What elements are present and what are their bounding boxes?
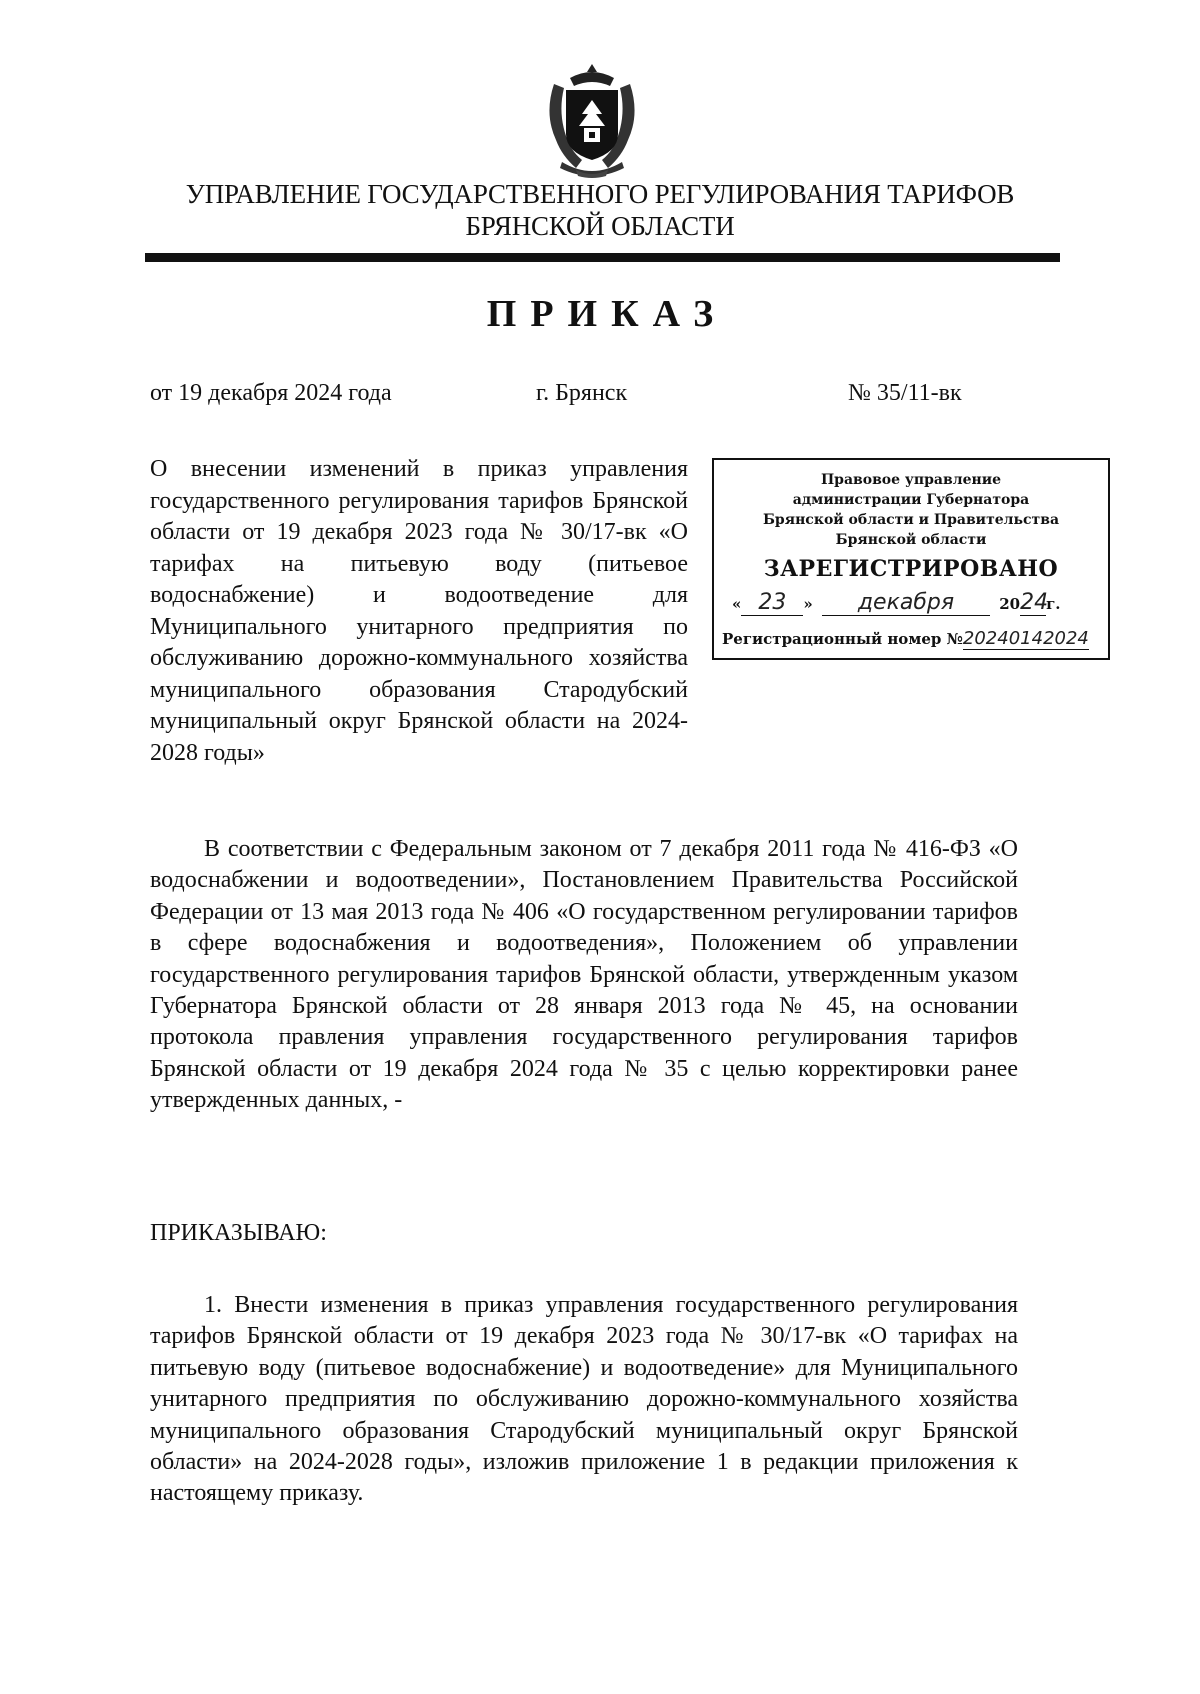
stamp-month: декабря (822, 590, 990, 616)
stamp-line2: администрации Губернатора (792, 492, 1030, 508)
organization-name-line1: УПРАВЛЕНИЕ ГОСУДАРСТВЕННОГО РЕГУЛИРОВАНИЯ ТАРИФОВ (185, 179, 1015, 209)
order-keyword: ПРИКАЗЫВАЮ: (150, 1220, 327, 1246)
order-city: г. Брянск (536, 380, 628, 406)
order-date: от 19 декабря 2024 года (150, 380, 392, 406)
order-item-1: 1. Внести изменения в приказ управления государственного регулирования тарифов Брянской области от 19 декабря 2023 года № 30/17-вк «О тарифах на питьевую воду (питьевое водоснабжение) и водоотведение» для Муниципального унитарного предприятия по обслуживанию дорожно-коммунального хозяйства муниципального образования Стародубский муниципальный округ Брянской области» на 2024-2028 годы», изложив приложение 1 в редакции приложения к настоящему приказу. (150, 1292, 1018, 1507)
stamp-reg-number: 20240142024 (962, 628, 1089, 649)
coat-of-arms-emblem (540, 62, 644, 180)
stamp-status: ЗАРЕГИСТРИРОВАНО (763, 556, 1059, 582)
stamp-line4: Брянской области (835, 532, 987, 548)
order-subject: О внесении изменений в приказ управления государственного регулирования тарифов Брянской области от 19 декабря 2023 года № 30/17-вк «О тарифах на питьевую воду (питьевое водоснабжение) и водоотведение для Муниципального унитарного предприятия по обслуживанию дорожно-коммунального хозяйства муниципального образования Стародубский муниципальный округ Брянской области на 2024-2028 годы» (150, 456, 688, 766)
stamp-date-row: « 23 » декабря 2024г. (732, 590, 1061, 615)
stamp-registration-row (722, 628, 1104, 650)
stamp-line3: Брянской области и Правительства (762, 512, 1060, 528)
legal-basis-paragraph: В соответствии с Федеральным законом от 7 декабря 2011 года № 416-ФЗ «О водоснабжении и водоотведении», Постановлением Правительства Российской Федерации от 13 мая 2013 года № 406 «О государственном регулировании тарифов в сфере водоснабжения и водоотведения», Положением об управлении государственного регулирования тарифов Брянской области, утвержденным указом Губернатора Брянской области от 28 января 2013 года № 45, на основании протокола правления управления государственного регулирования тарифов Брянской области от 19 декабря 2024 года № 35 с целью корректировки ранее утвержденных данных, - (150, 836, 1018, 1114)
order-number: № 35/11-вк (848, 380, 962, 406)
organization-name-line2: БРЯНСКОЙ ОБЛАСТИ (465, 211, 735, 241)
stamp-year-unit: г. (1046, 595, 1061, 613)
stamp-year-prefix: 20 (999, 595, 1021, 613)
registration-stamp (712, 458, 1110, 660)
stamp-reg-label: Регистрационный номер № (722, 630, 963, 648)
header-divider (145, 253, 1060, 262)
stamp-day: 23 (741, 590, 803, 616)
stamp-line1: Правовое управление (820, 472, 1002, 488)
document-title: ПРИКАЗ (486, 293, 728, 335)
stamp-year-suffix: 24 (1020, 590, 1049, 615)
